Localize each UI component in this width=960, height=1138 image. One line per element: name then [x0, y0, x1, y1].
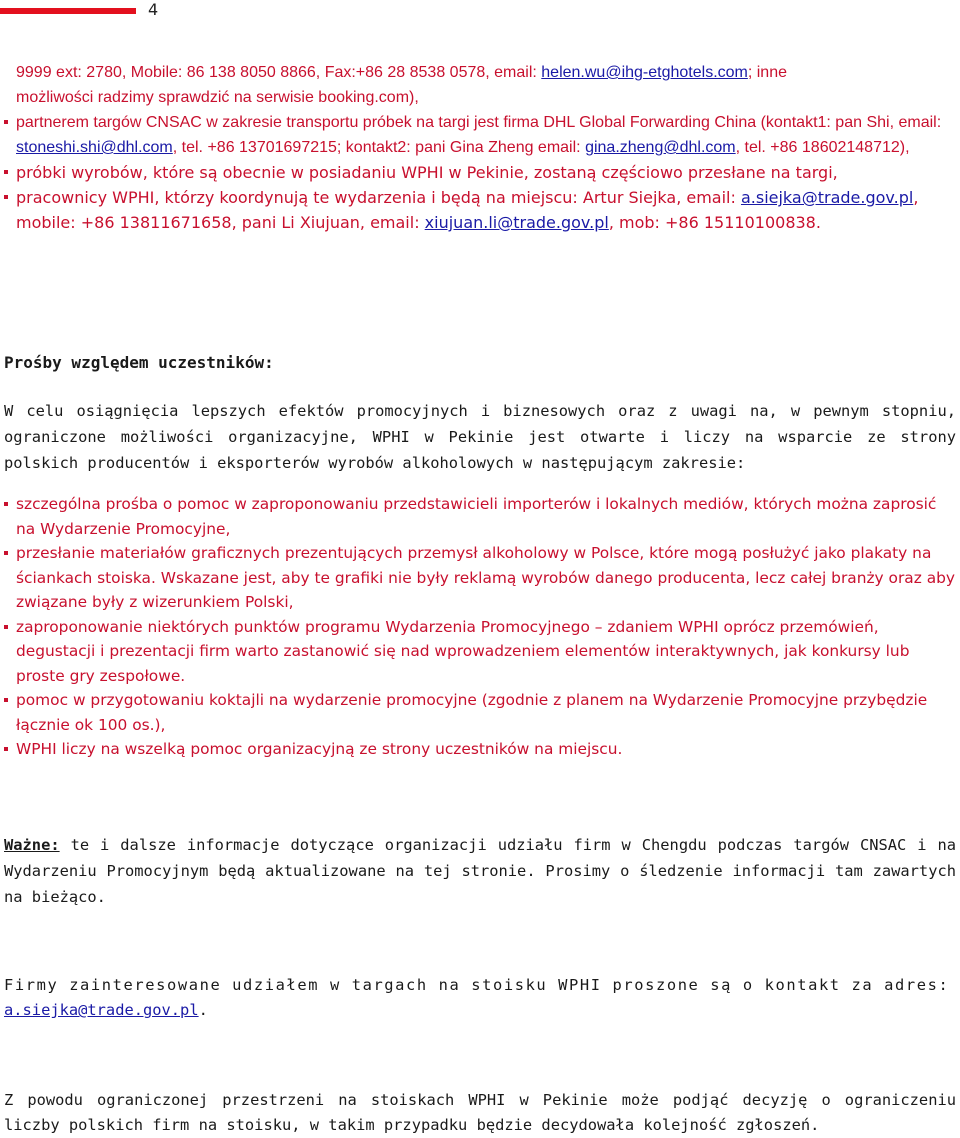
bullet-icon	[4, 195, 8, 199]
request-item-text: przesłanie materiałów graficznych prezentujących przemysł alkoholowy w Polsce, które mogą posłużyć jako plakaty na ściankach stoiska. Wskazane jest, aby te grafiki nie były reklamą wyrobów danego producenta, lecz całej branży oraz aby związane były z wizerunkiem Polski,	[16, 544, 956, 611]
contact-tail: .	[198, 1001, 210, 1019]
staff-text-post: , mob: +86 15110100838.	[608, 213, 821, 232]
bullet-icon	[4, 551, 8, 555]
request-item-text: szczególna prośba o pomoc w zaproponowaniu przedstawicieli importerów i lokalnych mediów, których można zaprosić na Wydarzenie Promocyjne,	[16, 495, 937, 538]
request-item-text: pomoc w przygotowaniu koktajli na wydarzenie promocyjne (zgodnie z planem na Wydarzenie Promocyjne przybędzie łącznie ok 100 os.),	[16, 691, 928, 734]
list-item	[4, 110, 956, 160]
section-intro: W celu osiągnięcia lepszych efektów promocyjnych i biznesowych oraz z uwagi na, w pewnym stopniu, ograniczone możliwości organizacyjne, WPHI w Pekinie jest otwarte i liczy na wsparcie ze strony polskich producentów i eksporterów wyrobów alkoholowych w następującym zakresie:	[4, 402, 956, 472]
samples-text: próbki wyrobów, które są obecnie w posiadaniu WPHI w Pekinie, zostaną częściowo przesłane na targi,	[16, 163, 838, 182]
important-text: te i dalsze informacje dotyczące organizacji udziału firm w Chengdu podczas targów CNSAC i na Wydarzeniu Promocyjnym będą aktualizowane na tej stronie. Prosimy o śledzenie informacji tam zawartych na bieżąco.	[4, 836, 956, 906]
list-item	[4, 492, 956, 541]
important-note	[4, 832, 956, 910]
list-item	[4, 541, 956, 615]
hotel-email-link[interactable]: helen.wu@ihg-etghotels.com	[541, 64, 748, 81]
list-item	[4, 160, 956, 185]
bullet-icon	[4, 120, 8, 124]
dhl-text-post: , tel. +86 18602148712),	[735, 139, 910, 156]
request-item-text: zaproponowanie niektórych punktów programu Wydarzenia Promocyjnego – zdaniem WPHI oprócz przemówień, degustacji i prezentacji firm warto zastanowić się nad wprowadzeniem elementów interaktywnych, jak konkursy lub proste gry zespołowe.	[16, 617, 910, 685]
bullet-icon	[4, 625, 8, 629]
dhl-text: partnerem targów CNSAC w zakresie transportu próbek na targi jest firma DHL Global Forwarding China (kontakt1: pan Shi, email:	[16, 114, 942, 131]
bullet-icon	[4, 502, 8, 506]
list-item	[4, 185, 956, 235]
hotel-contact-text: 9999 ext: 2780, Mobile: 86 138 8050 8866, Fax:+86 28 8538 0578, email:	[16, 64, 542, 81]
list-item	[4, 737, 956, 762]
hotel-contact-tail: ; inne	[747, 64, 787, 81]
dhl-email-link-1[interactable]: stoneshi.shi@dhl.com	[16, 139, 173, 156]
closing-note: Z powodu ograniczonej przestrzeni na stoiskach WPHI w Pekinie może podjąć decyzję o ograniczeniu liczby polskich firm na stoisku, w takim przypadku będzie decydowała kolejność zgłoszeń.	[4, 1091, 956, 1134]
xiujuan-email-link[interactable]: xiujuan.li@trade.gov.pl	[424, 213, 609, 232]
requests-block	[4, 492, 956, 762]
page-number: 4	[148, 0, 159, 19]
dhl-text-mid: , tel. +86 13701697215; kontakt2: pani Gina Zheng email:	[172, 139, 586, 156]
booking-note: możliwości radzimy sprawdzić na serwisie booking.com),	[16, 89, 419, 106]
transport-contacts-block	[4, 60, 956, 235]
dhl-email-link-2[interactable]: gina.zheng@dhl.com	[585, 139, 736, 156]
contact-email-link[interactable]: a.siejka@trade.gov.pl	[4, 1001, 199, 1019]
contact-text: Firmy zainteresowane udziałem w targach na stoisku WPHI proszone są o kontakt za adres:	[4, 976, 950, 994]
hotel-contact-line	[4, 60, 956, 85]
request-item-text: WPHI liczy na wszelką pomoc organizacyjną ze strony uczestników na miejscu.	[16, 740, 623, 758]
staff-text-mid: , mobile: +86 13811671658, pani Li Xiujuan, email:	[16, 188, 919, 232]
bullet-icon	[4, 747, 8, 751]
bullet-icon	[4, 170, 8, 174]
staff-text: pracownicy WPHI, którzy koordynują te wydarzenia i będą na miejscu: Artur Siejka, email:	[16, 188, 741, 207]
bullet-icon	[4, 698, 8, 702]
important-label: Ważne:	[4, 836, 60, 854]
list-item	[4, 688, 956, 737]
contact-note	[4, 973, 956, 1023]
section-heading: Prośby względem uczestników:	[4, 353, 274, 372]
requests-list	[4, 492, 956, 762]
header-accent-bar	[0, 8, 136, 14]
list-item	[4, 615, 956, 689]
logistics-list	[4, 110, 956, 235]
siejka-email-link[interactable]: a.siejka@trade.gov.pl	[740, 188, 914, 207]
